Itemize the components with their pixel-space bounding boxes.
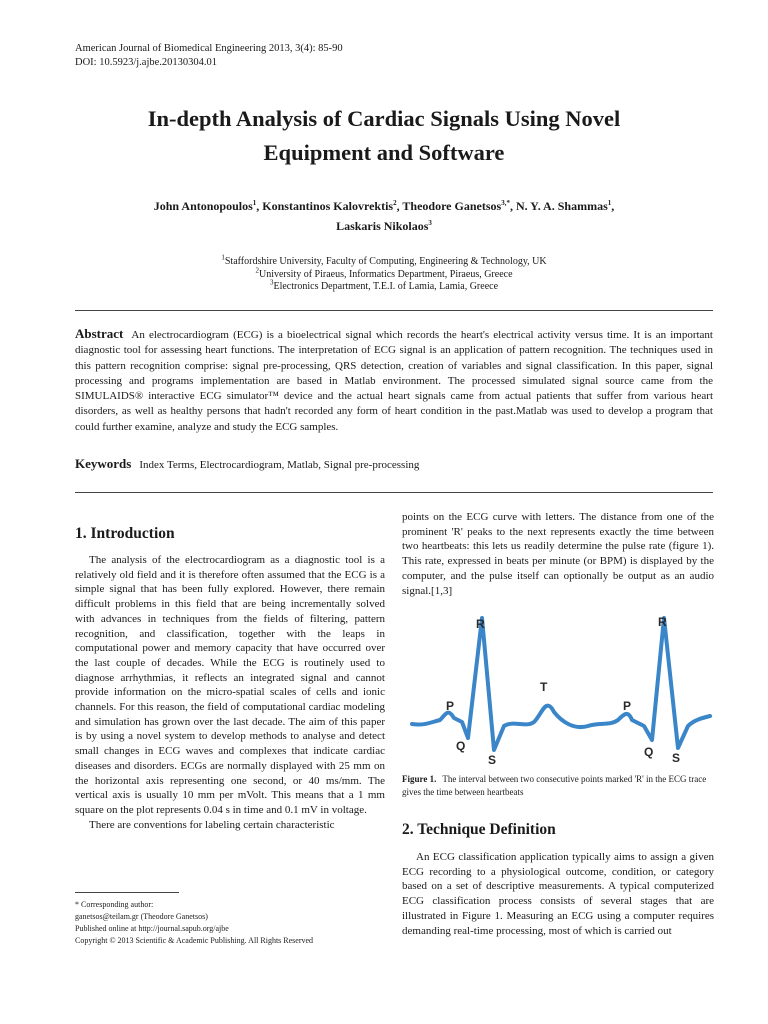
footnote: [75, 899, 385, 947]
affiliation-item: [150, 266, 618, 282]
affil-mark: 3: [269, 278, 274, 287]
author-affil-mark: 2: [393, 199, 397, 207]
footnote-divider: [75, 892, 179, 893]
affil-mark: 2: [255, 266, 259, 275]
label-q-1: Q: [456, 739, 466, 753]
journal-doi: DOI: 10.5923/j.ajbe.20130304.01: [75, 57, 218, 68]
affiliations: [150, 253, 618, 294]
author-name: Theodore Ganetsos: [402, 199, 502, 213]
footnote-corresponding: * Corresponding author:: [75, 900, 154, 909]
title-line-1: In-depth Analysis of Cardiac Signals Using Novel: [147, 106, 621, 131]
author-separator: ,: [256, 199, 263, 213]
label-p-2: P: [623, 699, 632, 713]
keywords-label: Keywords: [75, 456, 132, 471]
intro-paragraph-2: There are conventions for labeling certain characteristic: [89, 818, 335, 831]
author-list: [100, 196, 668, 236]
author-separator: ,: [611, 199, 615, 213]
affiliation-item: [150, 253, 618, 269]
figure-caption-text: The interval between two consecutive points marked 'R' in the ECG trace gives the time between heartbeats: [402, 774, 707, 797]
abstract-label: Abstract: [75, 326, 124, 341]
affil-text: Staffordshire University, Faculty of Computing, Engineering & Technology, UK: [224, 256, 547, 267]
journal-citation: American Journal of Biomedical Engineering 2013, 3(4): 85-90: [75, 43, 343, 54]
label-s-1: S: [488, 753, 497, 767]
section2-heading: 2. Technique Definition: [402, 821, 556, 838]
figure-caption: [402, 773, 714, 799]
label-q-2: Q: [644, 745, 654, 759]
author-affil-mark: 3: [428, 219, 432, 227]
intro-continued-text: points on the ECG curve with letters. The distance from one of the prominent 'R' peaks to the next represents exactly the time between two heartbeats: this lets us readily determine the pulse rate (figure 1). This rate, expressed in beats per minute (or BPM) is displayed by the computer, and the pulse itself can optionally be output as an audio signal.[1,3]: [402, 511, 714, 597]
keywords: [75, 456, 713, 473]
journal-header: [75, 42, 343, 70]
author-separator: ,: [396, 199, 403, 213]
keywords-text: Index Terms, Electrocardiogram, Matlab, Signal pre-processing: [139, 459, 420, 471]
intro-paragraph-1: The analysis of the electrocardiogram as a diagnostic tool is a relatively old field and it is therefore often assumed that the ECG is a simple signal that has been fully explored. However, there remain difficult problems in this field that are being incrementally solved with advances in techniques from the fields of filtering, pattern recognition, and classification, together with the leaps in computational power and memory capacity that have occurred over the last couple of decades. While the ECG is routinely used to diagnose arrhythmias, it reflects an integrated signal and cannot provide information on the micro-spatial scales of cells and ionic channels. For this reason, the field of computational cardiac modeling and simulation has grown over the last decade. The aim of this paper is by using a novel system to develop methods to analyse and detect small changes in ECG waves and complexes that indicate cardiac diseases and disorders. ECGs are normally displayed with 25 mm on the horizontal axis representing one second, or 40 ms/mm. The vertical axis is usually 10 mm per mVolt. This means that a 1 mm square on the plot represents 0.04 s in time and 0.1 mV in voltage.: [75, 554, 385, 816]
ecg-figure: [402, 600, 714, 770]
author-name: N. Y. A. Shammas: [515, 199, 608, 213]
paper-title: [80, 102, 688, 170]
divider-bottom: [75, 492, 713, 493]
intro-body: [75, 553, 385, 832]
footnote-copyright: Copyright © 2013 Scientific & Academic Publishing. All Rights Reserved: [75, 936, 314, 945]
title-line-2: Equipment and Software: [263, 140, 505, 165]
author-name: Konstantinos Kalovrektis: [262, 199, 394, 213]
affil-text: Electronics Department, T.E.I. of Lamia, Lamia, Greece: [273, 281, 499, 292]
author-affil-mark: 1: [607, 199, 612, 207]
label-p-1: P: [446, 699, 455, 713]
label-t: T: [540, 680, 548, 694]
affil-mark: 1: [221, 253, 225, 262]
footnote-published: Published online at http://journal.sapub.org/ajbe: [75, 924, 229, 933]
abstract-text: An electrocardiogram (ECG) is a bioelectrical signal which records the heart's electrical activity versus time. It is an important diagnostic tool for assessing heart functions. The interpretation of ECG signal is an application of pattern recognition. The techniques used in this pattern recognition comprise: signal pre-processing, QRS detection, creation of variables and signal classification. In this paper, signal processing and programs implementation are based in Matlab environment. The processed simulated signal source came from the SIMULAIDS® interactive ECG simulator™ device and the actual heart signals came from actual patients that suffer from various heart disorders, as well as healthy persons that hadn't recorded any form of heart condition in the past.Matlab was used to develop a program that could further examine, analyze and study the ECG samples.: [75, 329, 713, 433]
abstract: [75, 326, 713, 435]
divider-top: [75, 310, 713, 311]
author-name: John Antonopoulos: [153, 199, 253, 213]
section2-paragraph-1: An ECG classification application typically aims to assign a given ECG recording to a physiological outcome, condition, or category based on a set of descriptive measurements. A typical computerized ECG classification process consists of several stages that are illustrated in Figure 1. Measuring an ECG using a computer requires demanding real-time processing, most of which is carried out: [402, 851, 714, 937]
affiliation-item: [150, 278, 618, 294]
author-affil-mark: 3,*: [501, 199, 510, 207]
label-r-2: R: [658, 615, 667, 629]
section2-body: [402, 850, 714, 938]
ecg-trace: [412, 618, 710, 750]
footnote-email: ganetsos@teilam.gr (Theodore Ganetsos): [75, 912, 208, 921]
author-affil-mark: 1: [252, 199, 257, 207]
label-s-2: S: [672, 751, 681, 765]
label-r-1: R: [476, 617, 485, 631]
intro-heading: 1. Introduction: [75, 525, 175, 542]
affil-text: University of Piraeus, Informatics Department, Piraeus, Greece: [258, 268, 513, 280]
intro-continued: [402, 510, 714, 598]
author-separator: ,: [509, 199, 516, 213]
figure-label: Figure 1.: [402, 774, 437, 784]
author-name: Laskaris Nikolaos: [336, 219, 429, 233]
